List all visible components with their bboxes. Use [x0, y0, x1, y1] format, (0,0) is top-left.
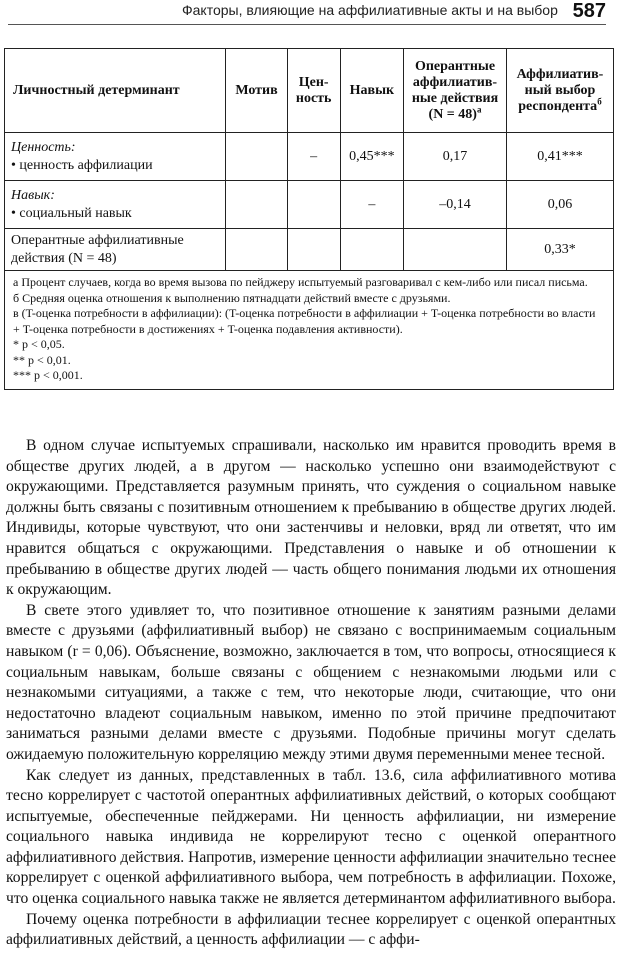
operant-header-text: Оперантные аффилиатив-ные действия (N = 48)	[411, 58, 499, 122]
col-header-motive: Мотив	[226, 49, 287, 133]
choice-footnote-mark: б	[597, 95, 602, 106]
table-row	[5, 133, 614, 181]
correlation-table-wrapper	[4, 48, 614, 390]
row-label-cell	[5, 181, 226, 229]
paragraph: В свете этого удивляет то, что позитивное отношение к занятиям разными делами вместе с друзьями (аффилиативный выбор) не связано с воспринимаемым социальным навыком (r = 0,06). Объяснение, возможно, заключается в том, что вопросы, относящиеся к социальным навыкам, больше связаны с общением с незнакомыми людьми или с незнакомыми ситуациями, а также с тем, что некоторые люди, считающие, что они недостаточно владеют социальным навыком, именно по этой причине предпочитают заниматься разными делами вместе с друзьями. Подобные причины могут сделать ожидаемую положительную корреляцию между этими двумя переменными менее тесной.	[6, 601, 616, 763]
cell-motive	[226, 229, 287, 271]
footnote-a: а Процент случаев, когда во время вызова по пейджеру испытуемый разговаривал с кем-либо или писал письма.	[13, 275, 588, 289]
table-header-row	[5, 49, 614, 133]
footnote-p001: *** p < 0,001.	[13, 368, 83, 382]
body-text	[6, 436, 616, 951]
row-item: • социальный навык	[11, 205, 219, 223]
cell-operant: 0,17	[404, 133, 507, 181]
cell-choice: 0,06	[506, 181, 613, 229]
footnote-b: б Средняя оценка отношения к выполнению пятнадцати действий вместе с друзьями.	[13, 290, 451, 305]
col-header-determinant: Личностный детерминант	[5, 49, 226, 133]
paragraph: Как следует из данных, представленных в табл. 13.6, сила аффилиативного мотива тесно коррелирует с частотой оперантных аффилиативных действий, о которых сообщают испытуемые, обеспеченные пейджерами. Ни ценность аффилиации, ни измерение социального навыка индивида не коррелируют тесно с оценкой оперантного аффилиативного действия. Напротив, измерение ценности аффилиации значительно теснее коррелирует с оценкой аффилиативного выбора, чем потребность в аффилиации. Похоже, что оценка социального навыка также не является детерминантом аффилиативного выбора.	[6, 766, 616, 908]
header-title: Факторы, влияющие на аффилиативные акты и на выбор	[182, 2, 558, 18]
footnote-c: в (T-оценка потребности в аффилиации): (T-оценка потребности в аффилиации + T-оценка потребности во власти + T-оценка потребности в достижениях + T-оценка подавления активности).	[13, 306, 596, 336]
cell-value	[287, 229, 340, 271]
table-row	[5, 181, 614, 229]
cell-value: –	[287, 133, 340, 181]
col-header-skill: Навык	[340, 49, 403, 133]
cell-skill: –	[340, 181, 403, 229]
cell-skill	[340, 229, 403, 271]
cell-operant	[404, 229, 507, 271]
paragraph: В одном случае испытуемых спрашивали, насколько им нравится проводить время в обществе других людей, а в другом — насколько успешно они взаимодействуют с окружающими. Представляется разумным принять, что суждения о социальном навыке должны быть связаны с позитивным отношением к пребыванию в обществе других людей. Индивиды, которые чувствуют, что они застенчивы и неловки, вряд ли ответят, что им нравится общаться с окружающими. Представления о навыке и об отношении к пребыванию в обществе других людей — часть общего понимания людьми их отношения к окружающим.	[6, 437, 616, 599]
cell-motive	[226, 181, 287, 229]
cell-choice: 0,33*	[506, 229, 613, 271]
row-category: Навык:	[11, 187, 55, 203]
row-category: Ценность:	[11, 139, 76, 155]
cell-choice: 0,41***	[506, 133, 613, 181]
row-label-cell	[5, 133, 226, 181]
col-header-operant	[404, 49, 507, 133]
header-rule	[8, 24, 606, 25]
footnote-p05: * p < 0,05.	[13, 337, 65, 351]
cell-motive	[226, 133, 287, 181]
row-item: • ценность аффилиации	[11, 157, 219, 175]
cell-skill: 0,45***	[340, 133, 403, 181]
footnote-p01: ** p < 0,01.	[13, 352, 71, 367]
table-footnotes-row	[5, 271, 614, 390]
choice-header-text: Аффилиатив-ный выбор респондента	[516, 66, 604, 114]
table-row	[5, 229, 614, 271]
cell-operant: –0,14	[404, 181, 507, 229]
table-footnotes	[5, 271, 614, 390]
correlation-table	[4, 48, 614, 390]
running-header	[0, 0, 620, 30]
page-number: 587	[572, 0, 606, 22]
operant-footnote-mark: а	[476, 103, 482, 114]
col-header-value: Цен-ность	[287, 49, 340, 133]
col-header-choice	[506, 49, 613, 133]
paragraph: Почему оценка потребности в аффилиации теснее коррелирует с оценкой оперантных аффилиативных действий, а ценность аффилиации — с аффи-	[6, 910, 616, 949]
row-label-cell: Оперантные аффилиативные действия (N = 48)	[5, 229, 226, 271]
cell-value	[287, 181, 340, 229]
